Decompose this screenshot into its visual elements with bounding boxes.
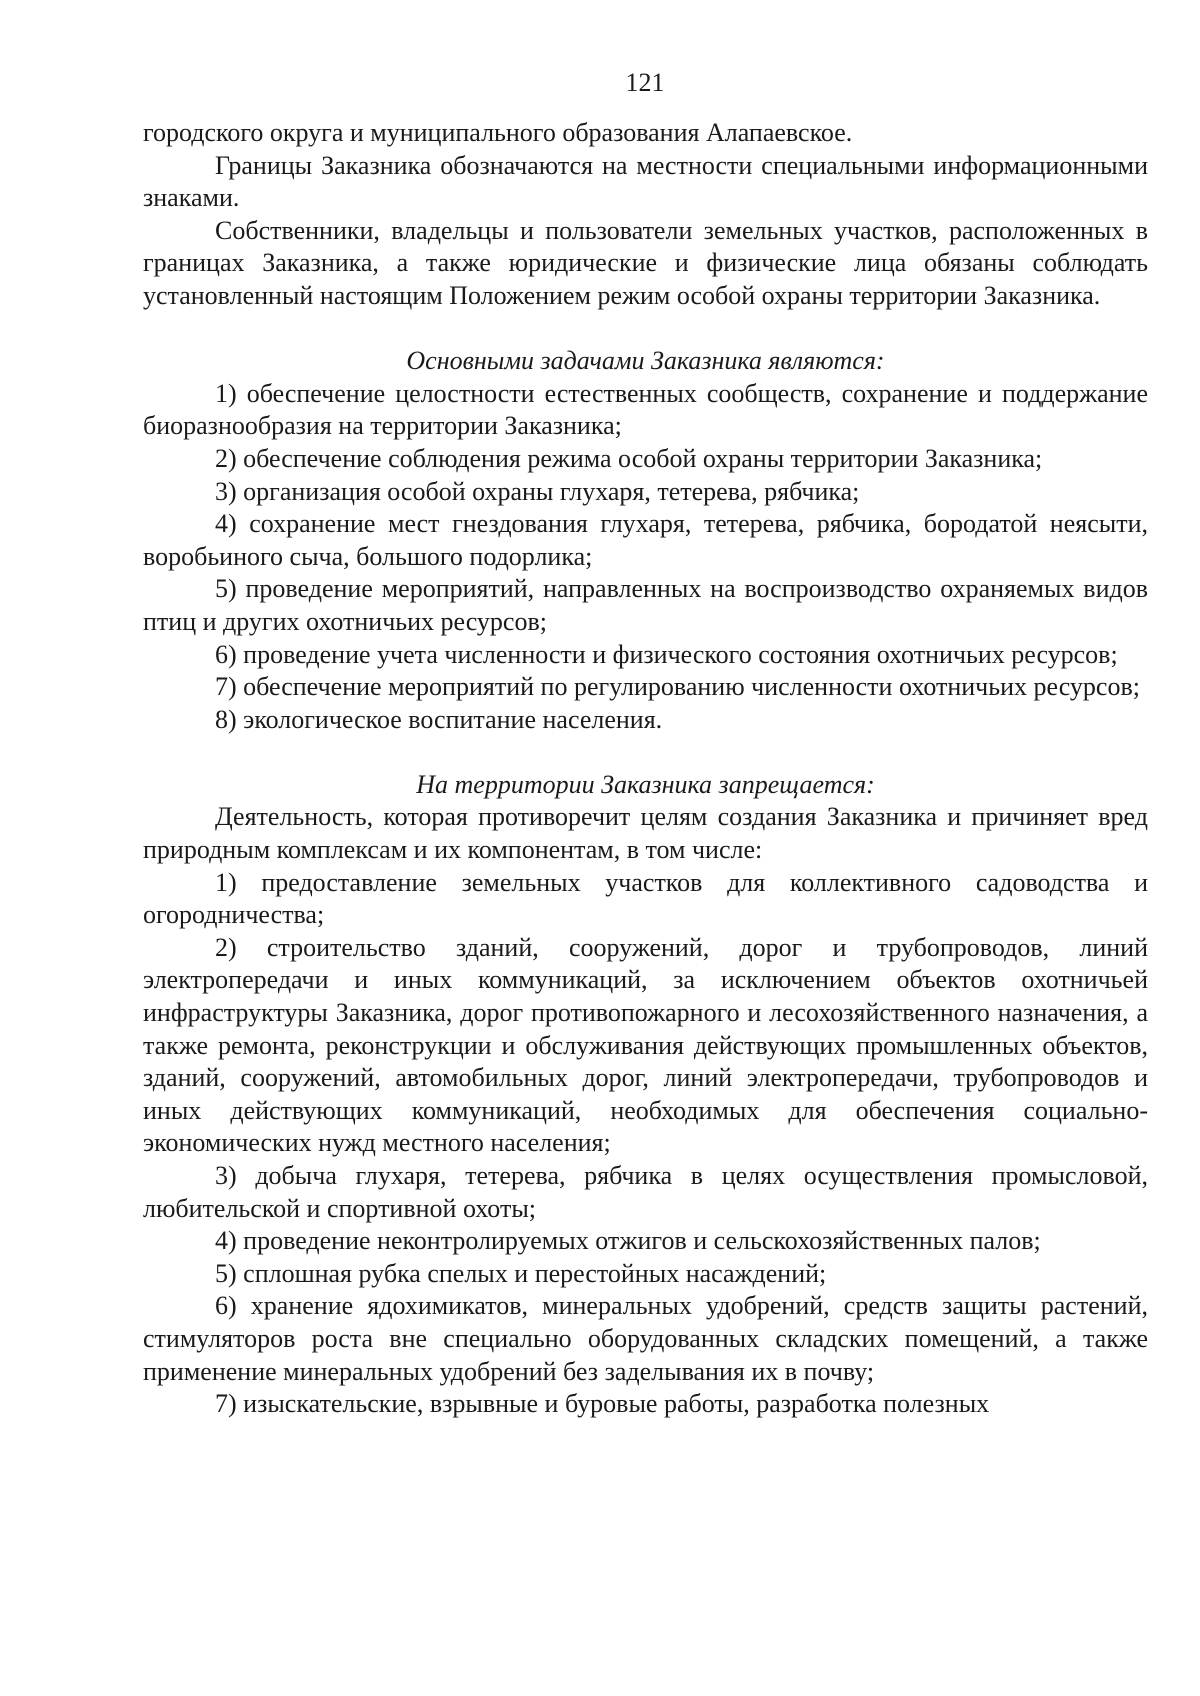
task-item: 5) проведение мероприятий, направленных на воспроизводство охраняемых видов птиц и других охотничьих ресурсов;: [143, 574, 1148, 636]
intro-paragraph: Границы Заказника обозначаются на местности специальными информационными знаками.: [143, 150, 1148, 213]
task-item: 3) организация особой охраны глухаря, тетерева, рябчика;: [215, 476, 860, 506]
task-item: 4) сохранение мест гнездования глухаря, тетерева, рябчика, бородатой неясыти, воробьиного сыча, большого подорлика;: [143, 509, 1148, 571]
prohibited-item: 2) строительство зданий, сооружений, дорог и трубопроводов, линий электропередачи и иных коммуникаций, за исключением объектов охотничьей инфраструктуры Заказника, дорог противопожарного и лесохозяйственного назначения, а также ремонта, реконструкции и обслуживания действующих промышленных объектов, зданий, сооружений, автомобильных дорог, линий электропередачи, трубопроводов и иных действующих коммуникаций, необходимых для обеспечения социально-экономических нужд местного населения;: [143, 932, 1148, 1158]
task-item: 8) экологическое воспитание населения.: [215, 704, 663, 734]
prohibited-item: 7) изыскательские, взрывные и буровые работы, разработка полезных: [215, 1389, 990, 1419]
task-item: 2) обеспечение соблюдения режима особой охраны территории Заказника;: [215, 443, 1043, 473]
prohibited-item: 4) проведение неконтролируемых отжигов и сельскохозяйственных палов;: [215, 1226, 1041, 1256]
paragraph-gap: [143, 736, 1148, 769]
tasks-heading: Основными задачами Заказника являются:: [406, 346, 885, 376]
paragraph-gap: [143, 313, 1148, 346]
prohibited-item: 5) сплошная рубка спелых и перестойных насаждений;: [215, 1258, 827, 1288]
page-number: 121: [625, 68, 665, 97]
task-item: 6) проведение учета численности и физического состояния охотничьих ресурсов;: [215, 639, 1118, 669]
prohibited-item: 1) предоставление земельных участков для коллективного садоводства и огородничества;: [143, 867, 1148, 930]
prohibited-item: 6) хранение ядохимикатов, минеральных удобрений, средств защиты растений, стимуляторов роста вне специально оборудованных складских помещений, а также применение минеральных удобрений без заделывания их в почву;: [143, 1291, 1148, 1386]
task-item: 1) обеспечение целостности естественных сообществ, сохранение и поддержание биоразнообразия на территории Заказника;: [143, 378, 1148, 441]
page-content: [143, 117, 1148, 1421]
task-item: 7) обеспечение мероприятий по регулированию численности охотничьих ресурсов;: [215, 672, 1140, 702]
intro-paragraph: Собственники, владельцы и пользователи земельных участков, расположенных в границах Заказника, а также юридические и физические лица обязаны соблюдать установленный настоящим Положением режим особой охраны территории Заказника.: [143, 215, 1148, 310]
prohibited-intro: Деятельность, которая противоречит целям создания Заказника и причиняет вред природным комплексам и их компонентам, в том числе:: [143, 802, 1148, 865]
prohibited-heading: На территории Заказника запрещается:: [416, 769, 875, 799]
prohibited-item: 3) добыча глухаря, тетерева, рябчика в целях осуществления промысловой, любительской и спортивной охоты;: [143, 1161, 1148, 1223]
intro-paragraph: городского округа и муниципального образования Алапаевское.: [143, 118, 853, 147]
